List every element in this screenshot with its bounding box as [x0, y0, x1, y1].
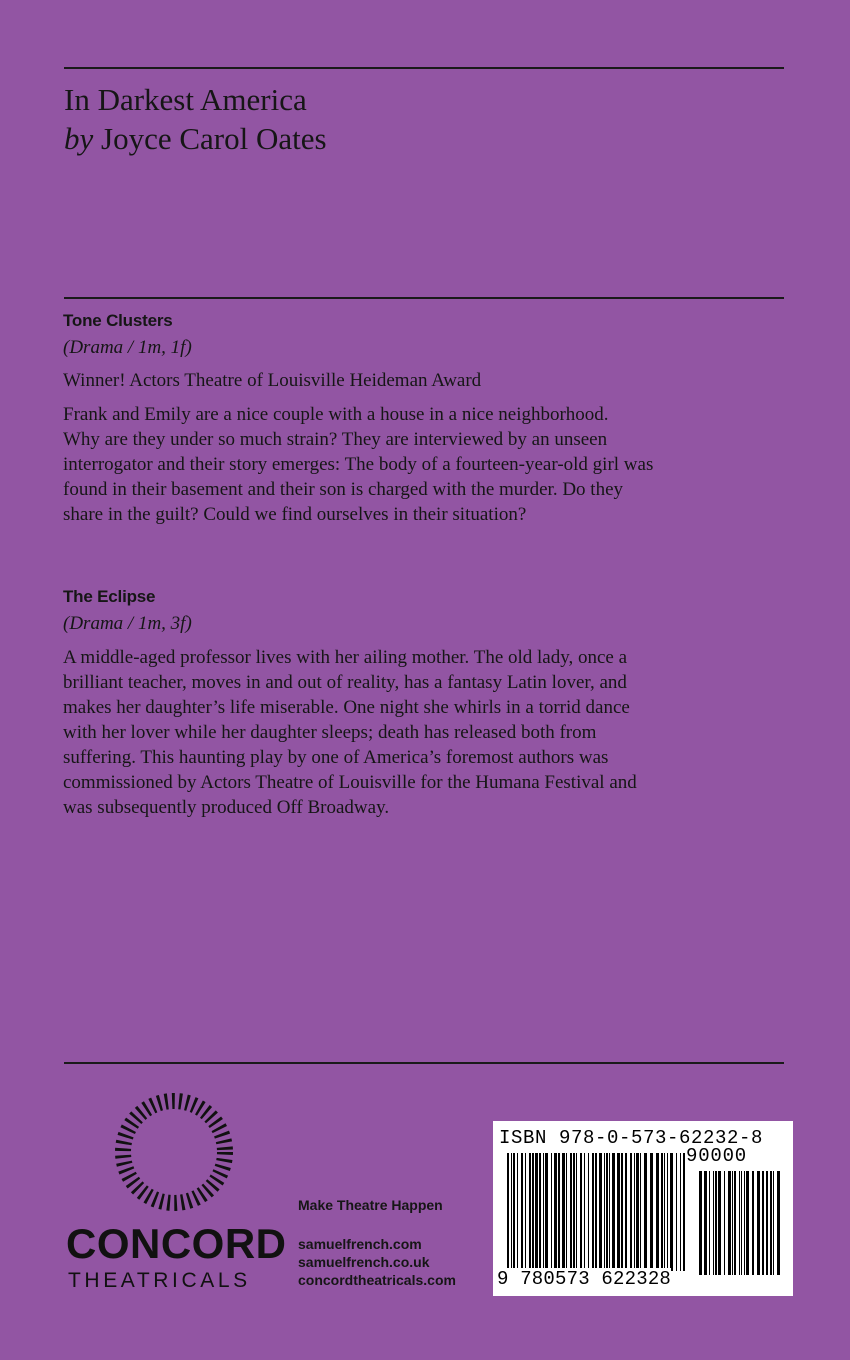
description-line: with her lover while her daughter sleeps; death has released both from — [63, 722, 597, 743]
barcode-bar — [752, 1171, 754, 1275]
barcode-bar — [599, 1153, 602, 1271]
play-description — [63, 645, 793, 820]
barcode-bar — [762, 1171, 764, 1275]
barcode-bar — [664, 1153, 665, 1271]
barcode-bar — [513, 1153, 515, 1271]
byline-by: by — [64, 121, 94, 156]
barcode-bar — [521, 1153, 523, 1271]
barcode-bar — [525, 1153, 526, 1271]
play-tone-clusters — [63, 311, 793, 527]
play-genre: (Drama / 1m, 3f) — [63, 613, 192, 634]
barcode-bar — [728, 1171, 731, 1275]
barcode-bar — [709, 1171, 710, 1275]
barcode-bar — [573, 1153, 575, 1271]
barcode-bar — [625, 1153, 627, 1271]
isbn-barcode — [493, 1121, 793, 1296]
barcode-bar — [529, 1153, 531, 1271]
barcode-bar — [773, 1171, 774, 1275]
barcode-bar — [545, 1153, 548, 1271]
barcode-bar — [746, 1171, 749, 1275]
description-line: share in the guilt? Could we find ourselves in their situation? — [63, 504, 527, 525]
barcode-bar — [650, 1153, 653, 1271]
description-line: brilliant teacher, moves in and out of reality, has a fantasy Latin lover, and — [63, 672, 627, 693]
barcode-bar — [741, 1171, 742, 1275]
barcode-bar — [535, 1153, 538, 1271]
barcode-bar — [683, 1153, 685, 1271]
barcode-bar — [517, 1153, 518, 1271]
concord-ring-icon — [110, 1088, 238, 1216]
footer-rule — [64, 1062, 784, 1064]
description-line: found in their basement and their son is charged with the murder. Do they — [63, 479, 624, 500]
barcode-bar — [636, 1153, 639, 1271]
barcode-bar — [739, 1171, 740, 1275]
barcode-bar — [507, 1153, 509, 1271]
link-concordtheatricals-com[interactable]: concordtheatricals.com — [298, 1272, 456, 1288]
description-line: A middle-aged professor lives with her ailing mother. The old lady, once a — [63, 647, 628, 668]
description-line: suffering. This haunting play by one of America’s foremost authors was — [63, 747, 609, 768]
play-genre: (Drama / 1m, 1f) — [63, 337, 192, 358]
publisher-links — [298, 1235, 456, 1289]
barcode-bar — [539, 1153, 541, 1271]
barcode-bar — [584, 1153, 585, 1271]
barcode-bar — [617, 1153, 620, 1271]
barcode-bar — [612, 1153, 615, 1271]
barcode-bar — [704, 1171, 707, 1275]
barcode-bar — [558, 1153, 560, 1271]
barcode-bar — [511, 1153, 512, 1271]
barcode-bar — [724, 1171, 725, 1275]
barcode-bar — [532, 1153, 534, 1271]
description-line: interrogator and their story emerges: The body of a fourteen-year-old girl was — [63, 454, 654, 475]
play-description — [63, 402, 793, 527]
barcode-bar — [554, 1153, 557, 1271]
barcode-bar — [718, 1171, 721, 1275]
barcode-bar — [766, 1171, 768, 1275]
barcode-bar — [715, 1171, 717, 1275]
barcode-bar — [630, 1153, 632, 1271]
author-name: Joyce Carol Oates — [101, 121, 327, 156]
publisher-tagline: Make Theatre Happen — [298, 1197, 443, 1213]
barcode-bar — [732, 1171, 733, 1275]
section-rule — [64, 297, 784, 299]
description-line: commissioned by Actors Theatre of Louisville for the Humana Festival and — [63, 772, 637, 793]
barcode-bar — [699, 1171, 702, 1275]
barcode-bar — [604, 1153, 605, 1271]
barcode-bar — [757, 1171, 760, 1275]
brand-name: CONCORD — [66, 1220, 287, 1267]
barcode-bar — [562, 1153, 565, 1271]
price-code: 90000 — [686, 1145, 748, 1167]
concord-logo — [66, 1088, 287, 1292]
barcode-bar — [621, 1153, 623, 1271]
barcode-bar — [592, 1153, 594, 1271]
barcode-bar — [595, 1153, 597, 1271]
barcode-bar — [676, 1153, 677, 1271]
barcode-bar — [656, 1153, 659, 1271]
isbn-text: ISBN 978-0-573-62232-8 — [499, 1127, 764, 1149]
barcode-bar — [680, 1153, 681, 1271]
byline — [64, 119, 327, 158]
barcode-bar — [713, 1171, 714, 1275]
title-block — [64, 80, 327, 158]
barcode-bar — [744, 1171, 745, 1275]
barcode-bar — [670, 1153, 673, 1271]
barcode-bar — [644, 1153, 647, 1271]
description-line: was subsequently produced Off Broadway. — [63, 797, 390, 818]
barcode-bar — [734, 1171, 736, 1275]
top-rule — [64, 67, 784, 69]
barcode-digits: 9 780573 622328 — [497, 1268, 672, 1290]
play-title: The Eclipse — [63, 587, 156, 606]
book-title: In Darkest America — [64, 82, 307, 117]
barcode-bar — [570, 1153, 572, 1271]
barcode-bar — [580, 1153, 582, 1271]
barcode-bar — [606, 1153, 608, 1271]
description-line: makes her daughter’s life miserable. One night she whirls in a torrid dance — [63, 697, 630, 718]
barcode-bar — [634, 1153, 635, 1271]
link-samuelfrench-com[interactable]: samuelfrench.com — [298, 1236, 422, 1252]
play-award: Winner! Actors Theatre of Louisville Heideman Award — [63, 370, 482, 391]
barcode-bars — [507, 1153, 687, 1271]
barcode-bar — [777, 1171, 780, 1275]
play-title: Tone Clusters — [63, 311, 173, 330]
link-samuelfrench-co-uk[interactable]: samuelfrench.co.uk — [298, 1254, 430, 1270]
barcode-bar — [588, 1153, 589, 1271]
barcode-bar — [640, 1153, 641, 1271]
description-line: Frank and Emily are a nice couple with a house in a nice neighborhood. — [63, 404, 609, 425]
barcode-bar — [770, 1171, 772, 1275]
play-the-eclipse — [63, 587, 793, 820]
barcode-bar — [576, 1153, 577, 1271]
description-line: Why are they under so much strain? They are interviewed by an unseen — [63, 429, 608, 450]
addon-barcode-bars — [699, 1171, 783, 1275]
barcode-bar — [551, 1153, 552, 1271]
barcode-bar — [566, 1153, 567, 1271]
barcode-bar — [609, 1153, 610, 1271]
barcode-bar — [661, 1153, 663, 1271]
barcode-bar — [543, 1153, 544, 1271]
barcode-bar — [667, 1153, 668, 1271]
brand-subtitle: THEATRICALS — [68, 1269, 251, 1292]
